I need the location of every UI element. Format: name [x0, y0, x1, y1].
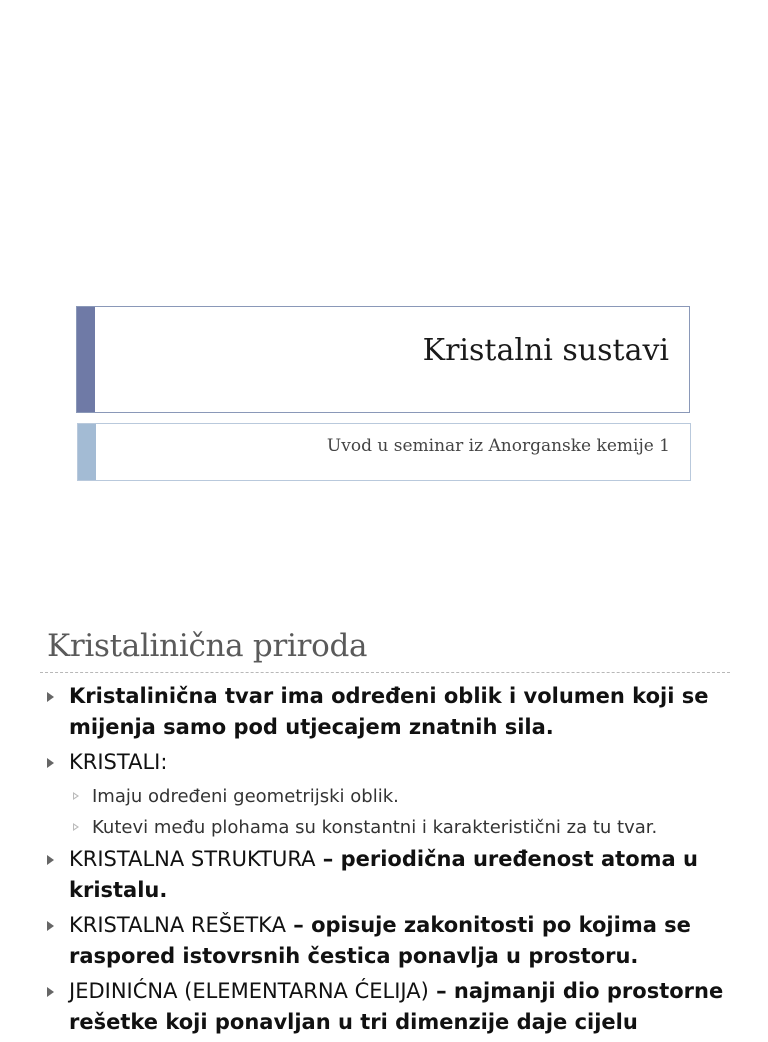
bullet-arrow-icon	[47, 692, 54, 702]
bullet-arrow-icon	[47, 855, 54, 865]
title-divider	[40, 672, 730, 673]
sub-bullet-text: Imaju određeni geometrijski oblik.	[92, 786, 399, 807]
bullet-arrow-icon	[47, 758, 54, 768]
sub-bullet-item	[0, 782, 768, 811]
sub-bullet-arrow-icon	[73, 823, 79, 831]
slide-2-title: Kristalinična priroda	[47, 628, 368, 664]
bullet-item	[0, 844, 768, 906]
bullet-text: Kristalinična tvar ima određeni oblik i volumen koji se mijenja samo pod utjecajem znatnih sila.	[69, 684, 709, 739]
bullet-text: – najmanji dio prostorne rešetke koji ponavljan u tri dimenzije daje cijelu	[69, 979, 724, 1034]
sub-bullet-arrow-icon	[73, 792, 79, 800]
slide-title: Kristalni sustavi	[422, 333, 669, 368]
bullet-text: :	[160, 750, 168, 774]
bullet-list	[0, 681, 768, 1042]
slide-subtitle: Uvod u seminar iz Anorganske kemije 1	[326, 436, 670, 456]
title-box	[76, 306, 690, 413]
bullet-arrow-icon	[47, 921, 54, 931]
bullet-text: – periodična uređenost atoma u kristalu.	[69, 847, 698, 902]
bullet-item	[0, 976, 768, 1038]
bullet-item	[0, 910, 768, 972]
title-accent-bar	[77, 307, 95, 412]
bullet-text: – opisuje zakonitosti po kojima se raspored istovrsnih čestica ponavlja u prostoru.	[69, 913, 691, 968]
bullet-arrow-icon	[47, 987, 54, 997]
bullet-keyword: KRISTALNA REŠETKA	[69, 913, 286, 937]
subtitle-accent-bar	[78, 424, 96, 480]
sub-bullet-text: Kutevi među plohama su konstantni i karakteristični za tu tvar.	[92, 817, 658, 838]
bullet-item	[0, 681, 768, 743]
bullet-keyword: JEDINIĆNA (ELEMENTARNA ĆELIJA)	[69, 979, 429, 1003]
bullet-keyword: KRISTALNA STRUKTURA	[69, 847, 316, 871]
bullet-keyword: KRISTALI	[69, 750, 161, 774]
slide-2	[0, 576, 768, 1034]
sub-bullet-item	[0, 813, 768, 842]
bullet-item	[0, 747, 768, 778]
subtitle-box	[77, 423, 691, 481]
